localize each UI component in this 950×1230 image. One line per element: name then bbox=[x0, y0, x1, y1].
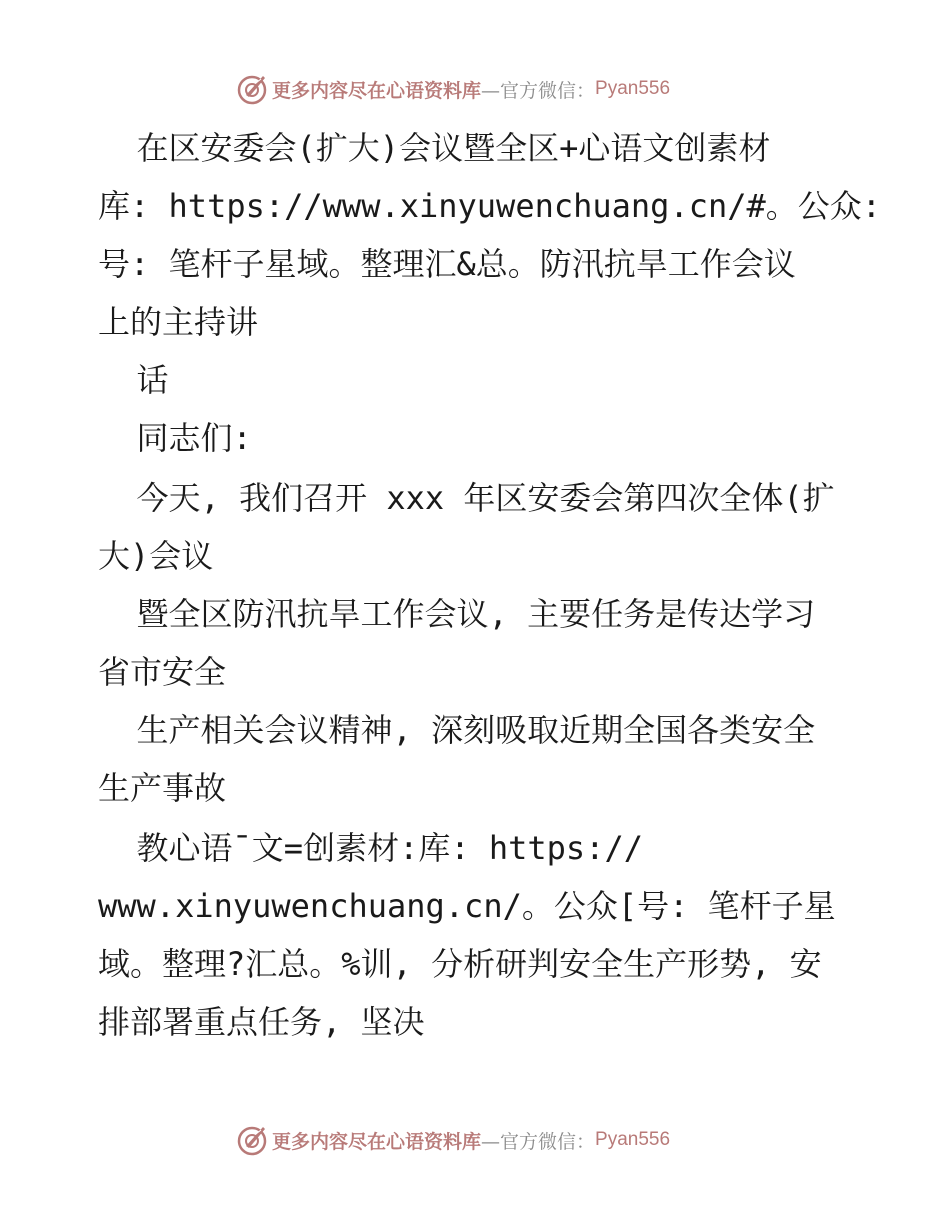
watermark-text-main: 更多内容尽在心语资料库 bbox=[272, 1130, 482, 1153]
body-line: 同志们: bbox=[98, 419, 252, 457]
footer-watermark bbox=[236, 1123, 670, 1157]
body-line: 省市安全 bbox=[98, 653, 227, 691]
body-line: 库: https://www.xinyuwenchuang.cn/#。公众: bbox=[98, 187, 882, 225]
watermark-text-id: Pyan556 bbox=[595, 1129, 671, 1150]
body-line: 大)会议 bbox=[98, 537, 214, 575]
body-line: 暨全区防汛抗旱工作会议, 主要任务是传达学习 bbox=[98, 595, 816, 633]
body-line: 生产相关会议精神, 深刻吸取近期全国各类安全 bbox=[98, 711, 816, 749]
body-line: 上的主持讲 bbox=[98, 303, 259, 341]
body-line: 生产事故 bbox=[98, 769, 227, 807]
watermark-text-wechat: —官方微信： bbox=[481, 79, 596, 102]
body-line: 号: 笔杆子星域。整理汇&总。防汛抗旱工作会议 bbox=[98, 245, 796, 283]
quill-logo-icon bbox=[236, 73, 268, 105]
body-line: 话 bbox=[98, 361, 169, 399]
quill-logo-icon bbox=[236, 1124, 268, 1156]
body-line: 在区安委会(扩大)会议暨全区+心语文创素材 bbox=[98, 129, 771, 167]
body-line: 域。整理?汇总。%训, 分析研判安全生产形势, 安 bbox=[98, 945, 822, 983]
watermark-text-wechat: —官方微信： bbox=[481, 1130, 596, 1153]
body-line: 排部署重点任务, 坚决 bbox=[98, 1003, 425, 1041]
body-line: www.xinyuwenchuang.cn/。公众[号: 笔杆子星 bbox=[98, 887, 836, 925]
watermark-text-id: Pyan556 bbox=[595, 78, 671, 99]
watermark-text-main: 更多内容尽在心语资料库 bbox=[272, 79, 482, 102]
header-watermark bbox=[236, 72, 670, 106]
body-line: 教心语¯文=创素材:库: https:// bbox=[98, 829, 643, 867]
body-line: 今天, 我们召开 xxx 年区安委会第四次全体(扩 bbox=[98, 479, 835, 517]
